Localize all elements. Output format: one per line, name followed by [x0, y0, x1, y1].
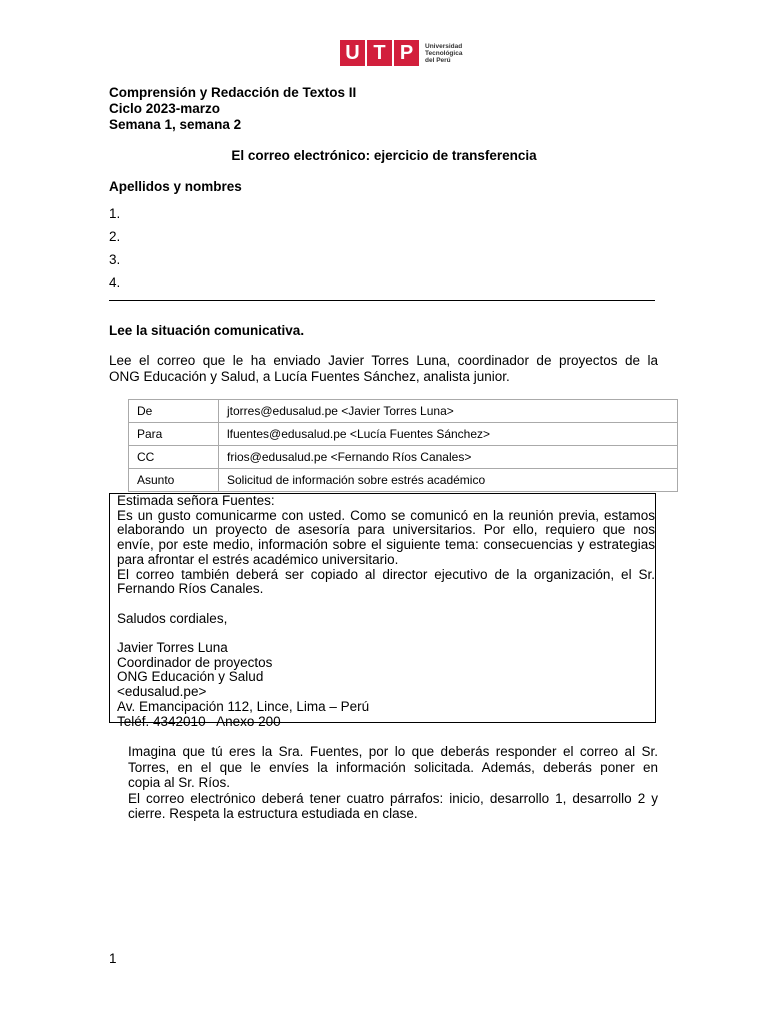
course-week: Semana 1, semana 2	[109, 117, 242, 132]
utp-logo	[340, 40, 462, 66]
table-row	[129, 400, 678, 423]
logo-letter-p: P	[394, 40, 419, 66]
instructions-line: Imagina que tú eres la Sra. Fuentes, por lo que deberás responder el correo al Sr.	[128, 744, 658, 759]
signature-phone: Teléf. 4342010 Anexo 200	[117, 713, 281, 729]
header-key-to: Para	[129, 423, 219, 446]
signature-org: ONG Educación y Salud	[117, 669, 264, 685]
header-value-from: jtorres@edusalud.pe <Javier Torres Luna>	[219, 400, 678, 423]
names-list	[109, 202, 120, 294]
names-item-1: 1.	[109, 206, 121, 221]
spacer	[117, 626, 655, 641]
situation-label: Lee la situación comunicativa.	[109, 323, 305, 338]
table-row	[129, 423, 678, 446]
email-header-table	[128, 399, 678, 492]
intro-line-1: Lee el correo que le ha enviado Javier Torres Luna, coordinador de proyectos de la	[109, 353, 658, 368]
logo-letter-t: T	[367, 40, 392, 66]
email-p2-line: Fernando Ríos Canales.	[117, 581, 264, 597]
logo-letter-u: U	[340, 40, 365, 66]
email-p1-line: Es un gusto comunicarme con usted. Como se comunicó en la reunión previa, estamos	[117, 507, 655, 523]
header-key-subject: Asunto	[129, 469, 219, 492]
spacer	[117, 597, 655, 612]
signature-web: <edusalud.pe>	[117, 684, 207, 700]
intro-line-2: ONG Educación y Salud, a Lucía Fuentes Sánchez, analista junior.	[109, 369, 510, 384]
header-key-from: De	[129, 400, 219, 423]
page-number: 1	[109, 951, 117, 966]
names-item-3: 3.	[109, 252, 121, 267]
instructions-line: cierre. Respeta la estructura estudiada en clase.	[128, 806, 418, 821]
email-p1-line: para afrontar el estrés académico universitario.	[117, 551, 399, 567]
email-p1-line: elaborando un proyecto de asesoría para universitarios. Por ello, requiero que nos	[117, 522, 655, 538]
course-cycle: Ciclo 2023-marzo	[109, 101, 221, 116]
email-closing: Saludos cordiales,	[117, 610, 228, 626]
names-item-2: 2.	[109, 229, 121, 244]
header-value-subject: Solicitud de información sobre estrés académico	[219, 469, 678, 492]
document-title: El correo electrónico: ejercicio de transferencia	[231, 148, 537, 163]
table-row	[129, 446, 678, 469]
email-p1-line: envíe, por este medio, información sobre el siguiente tema: consecuencias y estrategias	[117, 537, 655, 553]
signature-role: Coordinador de proyectos	[117, 654, 273, 670]
logo-text	[425, 43, 462, 64]
intro-paragraph	[109, 353, 658, 385]
signature-name: Javier Torres Luna	[117, 640, 228, 655]
logo-line-2: Tecnológica	[425, 49, 463, 57]
header-value-cc: frios@edusalud.pe <Fernando Ríos Canales>	[219, 446, 678, 469]
email-greeting: Estimada señora Fuentes:	[117, 493, 275, 508]
names-item-4: 4.	[109, 275, 121, 290]
course-name: Comprensión y Redacción de Textos II	[109, 85, 357, 100]
table-row	[129, 469, 678, 492]
section-divider	[109, 300, 655, 301]
header-key-cc: CC	[129, 446, 219, 469]
instructions-line: El correo electrónico deberá tener cuatro párrafos: inicio, desarrollo 1, desarrollo 2 y	[128, 790, 658, 806]
names-label: Apellidos y nombres	[109, 179, 242, 194]
instructions	[128, 744, 658, 822]
email-body-box	[109, 493, 656, 729]
instructions-line: Torres, en el que le envíes la información solicitada. Además, deberás poner en	[128, 759, 658, 775]
logo-line-3: del Perú	[425, 56, 451, 64]
instructions-line: copia al Sr. Ríos.	[128, 775, 231, 790]
header-value-to: lfuentes@edusalud.pe <Lucía Fuentes Sánchez>	[219, 423, 678, 446]
email-p2-line: El correo también deberá ser copiado al director ejecutivo de la organización, el Sr.	[117, 566, 655, 582]
signature-address: Av. Emancipación 112, Lince, Lima – Perú	[117, 698, 370, 714]
course-header	[109, 85, 356, 133]
logo-line-1: Universidad	[425, 42, 463, 50]
